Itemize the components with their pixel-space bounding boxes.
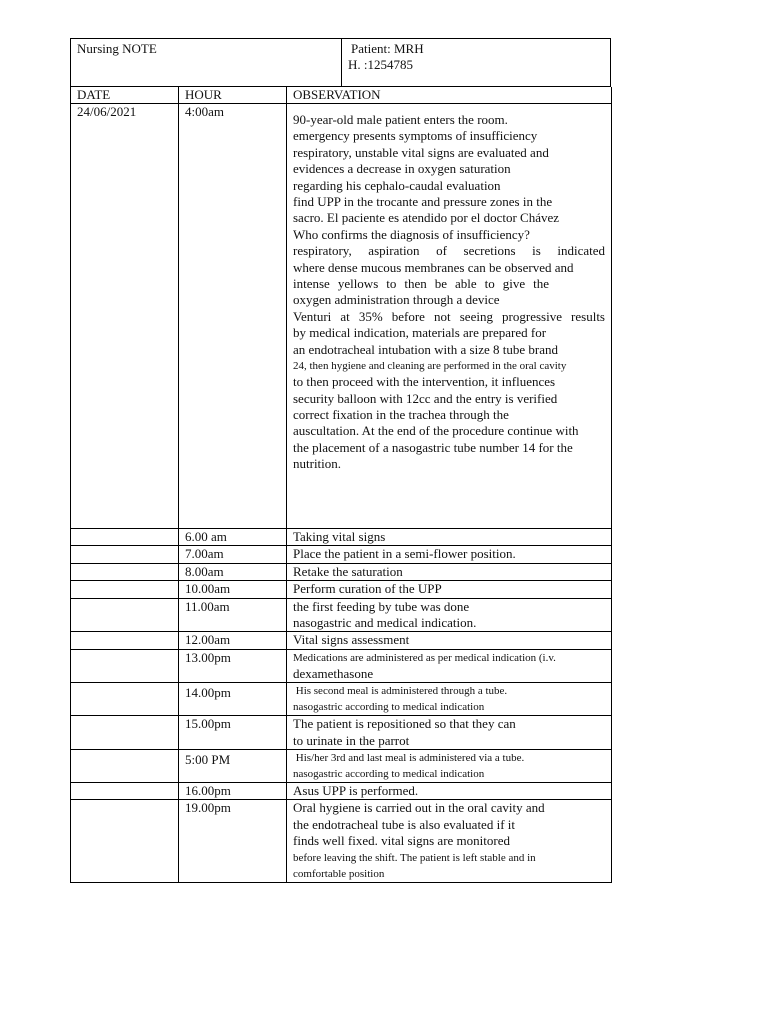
column-header-hour: HOUR <box>179 87 287 104</box>
obs-line: Vital signs assessment <box>293 632 410 648</box>
obs-line: sacro. El paciente es atendido por el doctor Chávez <box>293 210 560 226</box>
entry-date <box>71 800 179 882</box>
table-row <box>71 563 612 580</box>
entry-hour: 11.00am <box>179 598 287 632</box>
obs-line: Medications are administered as per medical indication (i.v. <box>293 651 556 664</box>
entry-date <box>71 783 179 800</box>
obs-line: correct fixation in the trachea through the <box>293 406 509 422</box>
entry-observation <box>287 104 612 529</box>
notes-table <box>70 87 612 883</box>
entry-observation <box>287 750 612 783</box>
table-row <box>71 783 612 800</box>
entry-date <box>71 529 179 546</box>
obs-line: regarding his cephalo-caudal evaluation <box>293 177 501 193</box>
table-row <box>71 529 612 546</box>
obs-line: an endotracheal intubation with a size 8 tube brand <box>293 341 558 357</box>
table-header-row <box>71 87 612 104</box>
entry-observation <box>287 581 612 598</box>
obs-line: 24, then hygiene and cleaning are performed in the oral cavity <box>293 360 567 373</box>
entry-date <box>71 563 179 580</box>
obs-line: Venturi at 35% before not seeing progressive results <box>293 308 605 324</box>
obs-line: security balloon with 12cc and the entry is verified <box>293 390 558 406</box>
obs-line: by medical indication, materials are prepared for <box>293 325 547 341</box>
obs-line: oxygen administration through a device <box>293 292 500 308</box>
obs-line: Oral hygiene is carried out in the oral cavity and <box>293 800 545 816</box>
entry-observation <box>287 683 612 716</box>
obs-line: respiratory, aspiration of secretions is indicated <box>293 243 605 259</box>
obs-line: 90-year-old male patient enters the room. <box>293 112 508 127</box>
entry-observation <box>287 649 612 682</box>
obs-line: The patient is repositioned so that they can <box>293 716 516 732</box>
entry-date <box>71 632 179 649</box>
entry-date <box>71 598 179 632</box>
obs-line: Perform curation of the UPP <box>293 581 442 597</box>
entry-date <box>71 750 179 783</box>
entry-hour: 19.00pm <box>179 800 287 882</box>
table-row <box>71 683 612 716</box>
entry-observation <box>287 598 612 632</box>
entry-hour: 5:00 PM <box>179 750 287 783</box>
obs-line: where dense mucous membranes can be observed and <box>293 259 574 275</box>
header-divider <box>341 39 342 86</box>
table-row <box>71 800 612 882</box>
patient-name: Patient: MRH <box>351 41 424 56</box>
entry-observation <box>287 563 612 580</box>
entry-date <box>71 546 179 563</box>
obs-line: the first feeding by tube was done <box>293 598 470 614</box>
table-row <box>71 649 612 682</box>
entry-observation <box>287 783 612 800</box>
note-title: Nursing NOTE <box>77 41 157 56</box>
column-header-date: DATE <box>71 87 179 104</box>
entry-hour: 8.00am <box>179 563 287 580</box>
obs-line: evidences a decrease in oxygen saturation <box>293 161 511 177</box>
obs-line: comfortable position <box>293 867 385 880</box>
obs-line: to then proceed with the intervention, it influences <box>293 374 556 390</box>
obs-line: Taking vital signs <box>293 529 386 544</box>
entry-hour: 6.00 am <box>179 529 287 546</box>
entry-date <box>71 716 179 750</box>
obs-line: Place the patient in a semi-flower position. <box>293 546 516 562</box>
obs-line: the endotracheal tube is also evaluated if it <box>293 816 515 832</box>
entry-hour: 4:00am <box>179 104 287 529</box>
obs-line: Retake the saturation <box>293 563 403 579</box>
obs-line: find UPP in the trocante and pressure zones in the <box>293 194 553 210</box>
obs-line: intense yellows to then be able to give the <box>293 276 549 292</box>
obs-line: His/her 3rd and last meal is administered via a tube. <box>293 752 525 765</box>
obs-line: dexamethasone <box>293 665 374 681</box>
entry-hour: 12.00am <box>179 632 287 649</box>
table-row <box>71 581 612 598</box>
entry-hour: 14.00pm <box>179 683 287 716</box>
entry-hour: 7.00am <box>179 546 287 563</box>
entry-observation <box>287 800 612 882</box>
obs-line: nutrition. <box>293 456 342 472</box>
obs-line: emergency presents symptoms of insufficiency <box>293 128 538 144</box>
obs-line: auscultation. At the end of the procedure continue with <box>293 423 579 439</box>
obs-line: nasogastric according to medical indication <box>293 701 485 714</box>
obs-line: the placement of a nasogastric tube number 14 for the <box>293 439 573 455</box>
column-header-observation: OBSERVATION <box>287 87 612 104</box>
entry-date <box>71 581 179 598</box>
obs-line: His second meal is administered through a tube. <box>293 685 508 698</box>
obs-line: finds well fixed. vital signs are monitored <box>293 833 510 849</box>
obs-line: before leaving the shift. The patient is left stable and in <box>293 851 536 864</box>
entry-observation <box>287 529 612 546</box>
table-row <box>71 750 612 783</box>
entry-observation <box>287 546 612 563</box>
entry-hour: 15.00pm <box>179 716 287 750</box>
table-row <box>71 632 612 649</box>
entry-date <box>71 683 179 716</box>
table-row-main <box>71 104 612 529</box>
nursing-note-document <box>70 38 611 883</box>
note-header <box>70 38 611 87</box>
entry-date: 24/06/2021 <box>71 104 179 529</box>
patient-h-number: H. :1254785 <box>348 57 413 72</box>
table-row <box>71 546 612 563</box>
obs-line: Asus UPP is performed. <box>293 783 419 799</box>
entry-hour: 13.00pm <box>179 649 287 682</box>
entry-observation <box>287 632 612 649</box>
obs-line: nasogastric according to medical indication <box>293 768 485 781</box>
entry-observation <box>287 716 612 750</box>
obs-line: respiratory, unstable vital signs are evaluated and <box>293 144 549 160</box>
entry-date <box>71 649 179 682</box>
entry-hour: 16.00pm <box>179 783 287 800</box>
entry-hour: 10.00am <box>179 581 287 598</box>
obs-line: Who confirms the diagnosis of insufficiency? <box>293 226 530 242</box>
table-row <box>71 716 612 750</box>
obs-line: nasogastric and medical indication. <box>293 615 477 631</box>
table-row <box>71 598 612 632</box>
obs-line: to urinate in the parrot <box>293 732 410 748</box>
